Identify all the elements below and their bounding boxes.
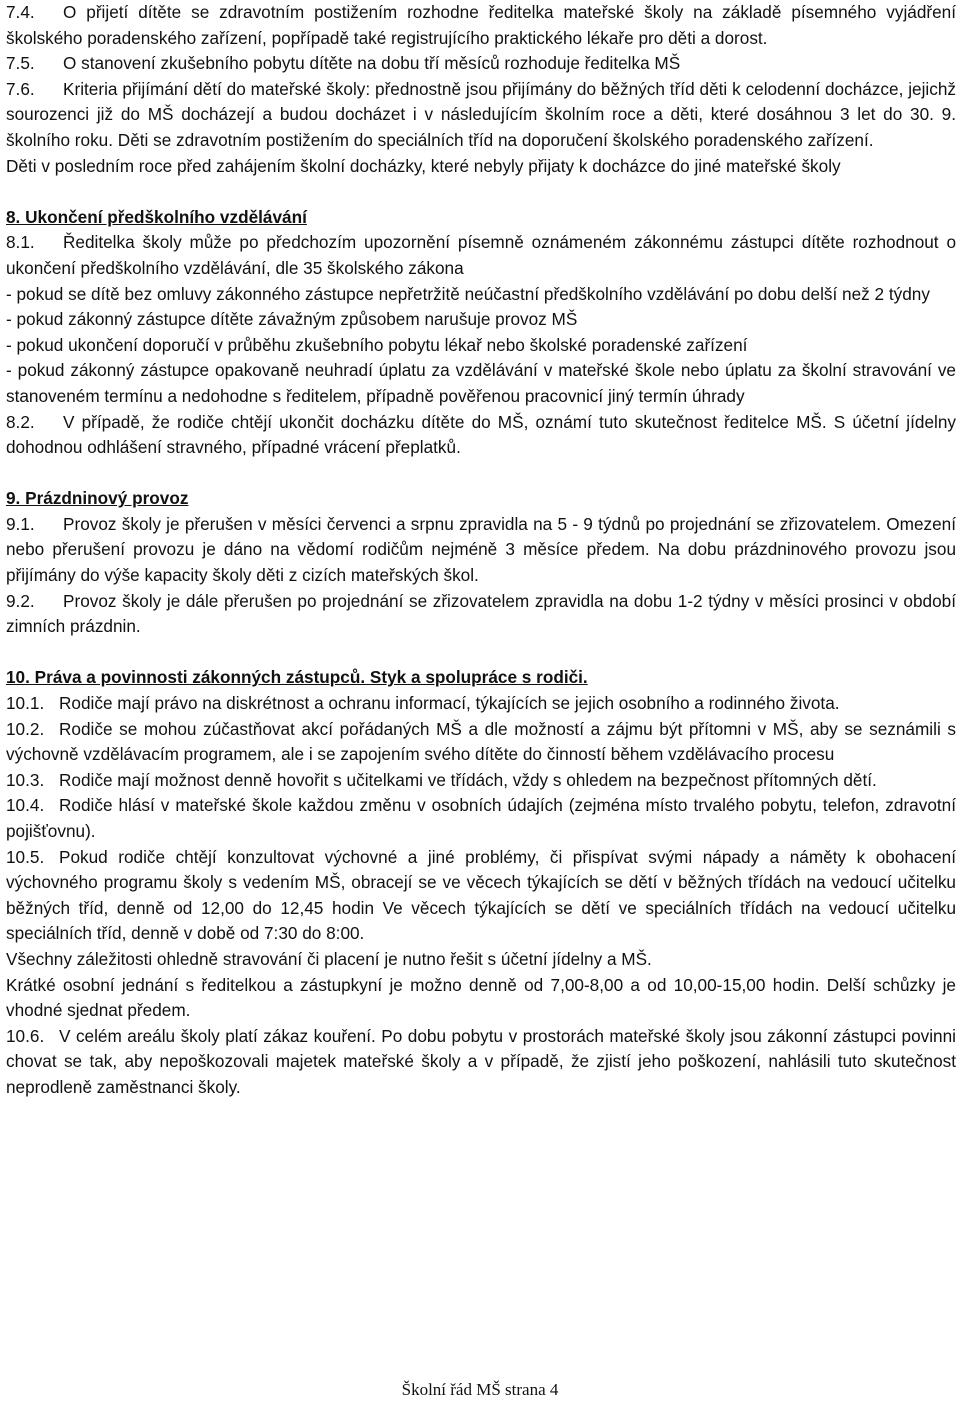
paragraph-text: V celém areálu školy platí zákaz kouření. Po dobu pobytu v prostorách mateřské školy jsou zákonní zástupci povinni chovat se tak, aby nepoškozovali majetek mateřské školy a v případě, že zjistí jeho poškození, nahlásili tuto skutečnost neprodleně zaměstnanci školy. (6, 1025, 956, 1097)
paragraph-text: O přijetí dítěte se zdravotním postižením rozhodne ředitelka mateřské školy na základě písemného vyjádření školského poradenského zařízení, popřípadě také registrujícího praktického lékaře pro děti a dorost. (6, 2, 956, 48)
paragraph-number: 7.4. (6, 2, 35, 22)
paragraph-text: Kriteria přijímání dětí do mateřské školy: přednostně jsou přijímány do běžných tříd děti k celodenní docházce, jejichž sourozenci již do MŠ docházejí a budou docházet i v následujícím školním roce a děti, které dosáhnou 3 let do 30. 9. školního roku. Děti se zdravotním postižením do speciálních tříd na doporučení školského poradenského zařízení. (6, 78, 956, 150)
paragraph-number: 10.5. (6, 846, 45, 867)
paragraph-text: Provoz školy je přerušen v měsíci červenci a srpnu zpravidla na 5 - 9 týdnů po projednání se zřizovatelem. Omezení nebo přerušení provozu je dáno na vědomí rodičům nejméně 3 měsíce předem. Na dobu prázdninového provozu jsou přijímány do výše kapacity školy děti z cizích mateřských škol. (6, 513, 956, 586)
paragraph-7-5 (6, 51, 956, 77)
paragraph-text: Rodiče mají možnost denně hovořit s učitelkami ve třídách, vždy s ohledem na bezpečnost přítomných dětí. (59, 769, 877, 790)
paragraph-9-1 (6, 512, 956, 589)
paragraph-10-6 (6, 1024, 956, 1101)
section-heading-10: 10. Práva a povinnosti zákonných zástupců. Styk a spolupráce s rodiči. (6, 667, 588, 688)
paragraph-10-4 (6, 793, 956, 844)
paragraph-text: Rodiče hlásí v mateřské škole každou změnu v osobních údajích (zejména místo trvalého pobytu, telefon, zdravotní pojišťovnu). (6, 795, 956, 841)
paragraph-number: 10.2. (6, 718, 45, 739)
list-item: - pokud zákonný zástupce dítěte závažným způsobem narušuje provoz MŠ (6, 309, 578, 330)
paragraph-text: Ředitelka školy může po předchozím upozornění písemně oznámeném zákonnému zástupci dítěte rozhodnout o ukončení předškolního vzdělávání, dle 35 školského zákona (6, 232, 956, 278)
paragraph-number: 7.6. (6, 78, 35, 99)
paragraph-10-3 (6, 768, 956, 794)
paragraph-number: 8.1. (6, 232, 35, 253)
paragraph-8-1 (6, 230, 956, 281)
paragraph-9-2 (6, 589, 956, 640)
paragraph-text: Pokud rodiče chtějí konzultovat výchovné a jiné problémy, či přispívat svými nápady a náměty k obohacení výchovného programu školy s vedením MŠ, obracejí se ve věcech týkajících se dětí v běžných třídách na vedoucí učitelku běžných tříd, denně od 12,00 do 12,45 hodin Ve věcech týkajících se dětí ve speciálních třídách na vedoucí učitelku speciálních tříd, denně v době od 7:30 do 8:00. (6, 846, 956, 944)
list-item: - pokud zákonný zástupce opakovaně neuhradí úplatu za vzdělávání v mateřské škole nebo úplatu za školní stravování ve stanoveném termínu a nedohodne s ředitelem, případně pověřenou pracovnicí jiný termín úhrady (6, 360, 956, 406)
paragraph-number: 10.1. (6, 693, 45, 714)
paragraph-text: O stanovení zkušebního pobytu dítěte na dobu tří měsíců rozhoduje ředitelka MŠ (63, 53, 681, 74)
paragraph-text: Rodiče se mohou zúčastňovat akcí pořádaných MŠ a dle možností a zájmu být přítomni v MŠ, aby se seznámili s výchovně vzdělávacím programem, ale i se zapojením svého dítěte do činností během vzdělávacího procesu (6, 718, 956, 765)
paragraph-number: 9.1. (6, 513, 35, 534)
paragraph-number: 8.2. (6, 411, 35, 432)
section-heading-8: 8. Ukončení předškolního vzdělávání (6, 206, 307, 227)
paragraph-number: 10.3. (6, 769, 45, 790)
list-item: - pokud se dítě bez omluvy zákonného zástupce nepřetržitě neúčastní předškolního vzdělávání po dobu delší než 2 týdny (6, 283, 930, 304)
paragraph-10-5 (6, 845, 956, 947)
paragraph-7-4 (6, 0, 956, 51)
page-footer: Školní řád MŠ strana 4 (401, 1380, 559, 1399)
paragraph-10-1 (6, 691, 956, 717)
paragraph-10-2 (6, 717, 956, 768)
paragraph-number: 9.2. (6, 590, 35, 611)
paragraph-10-5-continued: Krátké osobní jednání s ředitelkou a zástupkyní je možno denně od 7,00-8,00 a od 10,00-15,00 hodin. Delší schůzky je vhodné sjednat předem. (6, 974, 956, 1021)
paragraph-7-6 (6, 77, 956, 154)
list-item: - pokud ukončení doporučí v průběhu zkušebního pobytu lékař nebo školské poradenské zařízení (6, 334, 748, 355)
section-heading-9: 9. Prázdninový provoz (6, 488, 189, 509)
paragraph-7-6-continued: Děti v posledním roce před zahájením školní docházky, které nebyly přijaty k docházce do jiné mateřské školy (6, 155, 841, 176)
paragraph-10-5-continued: Všechny záležitosti ohledně stravování či placení je nutno řešit s účetní jídelny a MŠ. (6, 948, 652, 969)
paragraph-number: 10.6. (6, 1025, 45, 1046)
paragraph-number: 10.4. (6, 795, 45, 816)
paragraph-number: 7.5. (6, 53, 35, 74)
paragraph-8-2 (6, 410, 956, 461)
paragraph-text: V případě, že rodiče chtějí ukončit docházku dítěte do MŠ, oznámí tuto skutečnost ředitelce MŠ. S účetní jídelny dohodnou odhlášení stravného, případné vrácení přeplatků. (6, 411, 956, 458)
paragraph-text: Rodiče mají právo na diskrétnost a ochranu informací, týkajících se jejich osobního a rodinného života. (59, 693, 840, 714)
paragraph-text: Provoz školy je dále přerušen po projednání se zřizovatelem zpravidla na dobu 1-2 týdny v měsíci prosinci v období zimních prázdnin. (6, 590, 956, 637)
